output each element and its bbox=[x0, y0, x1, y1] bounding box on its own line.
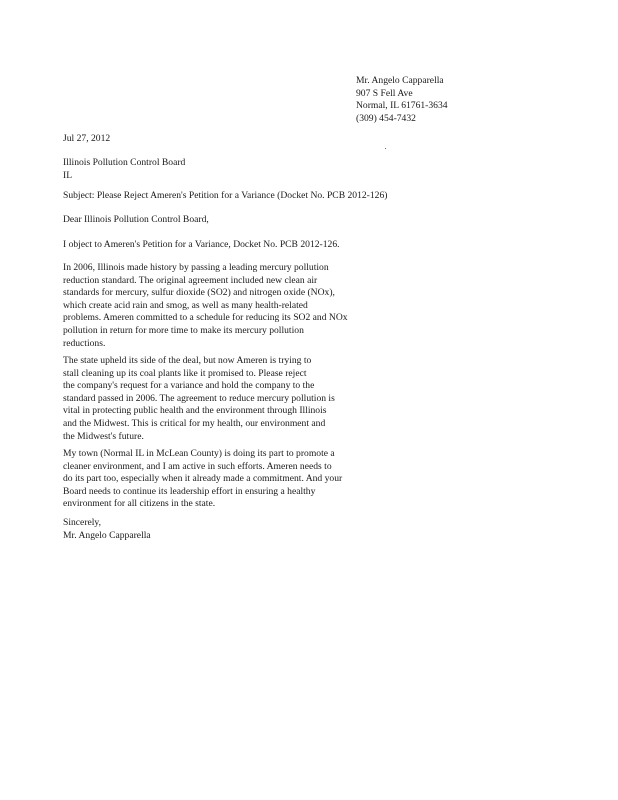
paragraph-line: reductions. bbox=[63, 337, 106, 349]
body-paragraph-2 bbox=[63, 355, 335, 443]
sender-street: 907 S Fell Ave bbox=[356, 87, 413, 99]
paragraph-line: do its part too, especially when it already made a commitment. And your bbox=[63, 473, 343, 485]
paragraph-line: problems. Ameren committed to a schedule for reducing its SO2 and NOx bbox=[63, 312, 348, 324]
paragraph-line: environment for all citizens in the state. bbox=[63, 498, 216, 510]
closing-block bbox=[63, 517, 151, 542]
paragraph-line: The state upheld its side of the deal, but now Ameren is trying to bbox=[63, 355, 312, 366]
subject-line: Subject: Please Reject Ameren's Petition for a Variance (Docket No. PCB 2012-126) bbox=[63, 190, 388, 201]
paragraph-line: reduction standard. The original agreement included new clean air bbox=[63, 274, 318, 286]
sender-name: Mr. Angelo Capparella bbox=[356, 75, 444, 86]
letter-date: Jul 27, 2012 bbox=[63, 133, 111, 144]
recipient-block bbox=[63, 157, 185, 182]
paragraph-line: stall cleaning up its coal plants like it promised to. Please reject bbox=[63, 367, 307, 379]
body-paragraph-1 bbox=[63, 262, 348, 350]
valediction: Sincerely, bbox=[63, 517, 102, 528]
paragraph-line: My town (Normal IL in McLean County) is doing its part to promote a bbox=[63, 448, 335, 459]
scan-speck bbox=[385, 148, 386, 149]
signature-name: Mr. Angelo Capparella bbox=[63, 529, 151, 541]
paragraph-line: the company's request for a variance and hold the company to the bbox=[63, 380, 315, 392]
sender-city: Normal, IL 61761-3634 bbox=[356, 100, 448, 112]
paragraph-line: the Midwest's future. bbox=[63, 430, 144, 442]
sender-phone: (309) 454-7432 bbox=[356, 112, 416, 124]
paragraph-line: cleaner environment, and I am active in such efforts. Ameren needs to bbox=[63, 460, 332, 472]
paragraph-line: standards for mercury, sulfur dioxide (SO2) and nitrogen oxide (NOx), bbox=[63, 287, 335, 299]
recipient-name: Illinois Pollution Control Board bbox=[63, 157, 186, 168]
paragraph-line: vital in protecting public health and the environment through Illinois bbox=[63, 405, 327, 417]
paragraph-line: which create acid rain and smog, as well as many health-related bbox=[63, 299, 308, 311]
paragraph-line: pollution in return for more time to make its mercury pollution bbox=[63, 324, 304, 336]
sender-address-block bbox=[356, 75, 448, 125]
recipient-state: IL bbox=[63, 169, 73, 181]
intro-sentence: I object to Ameren's Petition for a Variance, Docket No. PCB 2012-126. bbox=[63, 239, 340, 250]
paragraph-line: In 2006, Illinois made history by passing a leading mercury pollution bbox=[63, 262, 329, 273]
paragraph-line: and the Midwest. This is critical for my health, our environment and bbox=[63, 417, 326, 429]
paragraph-line: standard passed in 2006. The agreement to reduce mercury pollution is bbox=[63, 392, 335, 404]
body-paragraph-3 bbox=[63, 448, 342, 511]
salutation: Dear Illinois Pollution Control Board, bbox=[63, 214, 209, 225]
paragraph-line: Board needs to continue its leadership effort in ensuring a healthy bbox=[63, 485, 316, 497]
